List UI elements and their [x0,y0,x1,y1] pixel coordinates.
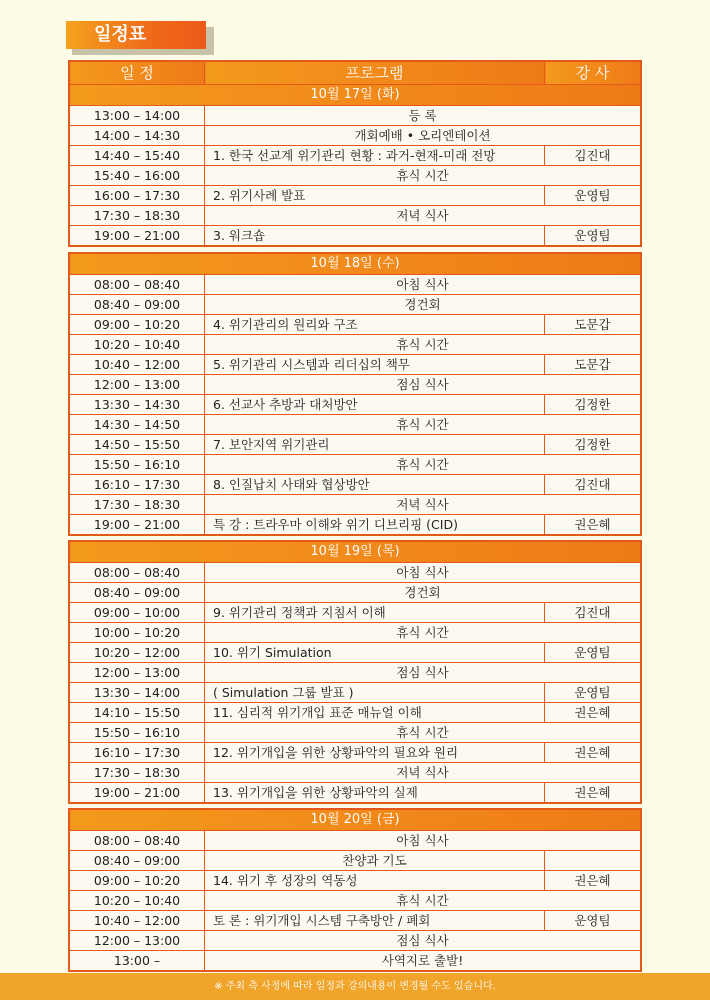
table-row [70,763,641,783]
time-cell: 13:00 – 14:00 [70,106,205,126]
table-row [70,395,641,415]
schedule-table [69,253,641,535]
time-cell: 10:40 – 12:00 [70,355,205,375]
speaker-cell: 권은혜 [544,783,640,803]
table-row [70,951,641,971]
time-cell: 16:10 – 17:30 [70,475,205,495]
speaker-cell: 도문갑 [544,315,640,335]
program-cell: 12. 위기개입을 위한 상황파악의 필요와 원리 [205,743,545,763]
table-row [70,475,641,495]
time-cell: 12:00 – 13:00 [70,931,205,951]
program-cell: 9. 위기관리 정책과 지침서 이해 [205,603,545,623]
program-cell: 아침 식사 [205,275,641,295]
day-label: 10월 18일 (수) [70,254,641,275]
time-cell: 10:40 – 12:00 [70,911,205,931]
time-cell: 12:00 – 13:00 [70,663,205,683]
speaker-cell: 운영팀 [544,911,640,931]
day-label: 10월 20일 (금) [70,810,641,831]
schedule-table [69,61,641,246]
table-row [70,831,641,851]
speaker-cell: 운영팀 [545,226,641,246]
table-row [70,455,641,475]
time-cell: 08:40 – 09:00 [70,851,205,871]
table-row [70,583,641,603]
time-cell: 17:30 – 18:30 [70,495,205,515]
table-row [70,851,641,871]
speaker-cell: 권은혜 [544,871,640,891]
day-label: 10월 17일 (화) [70,85,641,106]
table-row [70,226,641,246]
table-row [70,703,641,723]
table-row [70,495,641,515]
speaker-cell: 운영팀 [545,186,641,206]
day-section [68,252,642,536]
speaker-cell: 운영팀 [544,683,640,703]
time-cell: 19:00 – 21:00 [70,515,205,535]
program-cell: 11. 심리적 위기개입 표준 매뉴얼 이해 [205,703,545,723]
table-row [70,931,641,951]
program-cell: 6. 선교사 추방과 대처방안 [205,395,545,415]
table-row [70,911,641,931]
table-header [70,62,641,85]
program-cell: 개회예배 • 오리엔테이션 [205,126,641,146]
time-cell: 17:30 – 18:30 [70,206,205,226]
program-cell: 5. 위기관리 시스템과 리더십의 책무 [205,355,545,375]
speaker-cell: 김정한 [544,435,640,455]
table-row [70,295,641,315]
time-cell: 10:20 – 12:00 [70,643,205,663]
header-time: 일 정 [70,62,205,85]
table-row [70,623,641,643]
time-cell: 16:00 – 17:30 [70,186,205,206]
table-row [70,166,641,186]
time-cell: 19:00 – 21:00 [70,226,205,246]
program-cell: 저녁 식사 [205,206,641,226]
speaker-cell: 권은혜 [544,703,640,723]
speaker-cell: 김정한 [544,395,640,415]
table-row [70,186,641,206]
speaker-cell: 권은혜 [544,743,640,763]
time-cell: 10:00 – 10:20 [70,623,205,643]
day-section [68,540,642,804]
page-title: 일정표 [66,21,206,49]
time-cell: 09:00 – 10:20 [70,315,205,335]
table-row [70,515,641,535]
table-row [70,315,641,335]
program-cell: 저녁 식사 [205,495,641,515]
time-cell: 17:30 – 18:30 [70,763,205,783]
time-cell: 10:20 – 10:40 [70,335,205,355]
table-row [70,335,641,355]
program-cell: 찬양과 기도 [205,851,545,871]
time-cell: 08:40 – 09:00 [70,295,205,315]
table-row [70,743,641,763]
program-cell: 점심 식사 [205,375,641,395]
program-cell: 아침 식사 [205,831,641,851]
program-cell: 토 론 : 위기개입 시스템 구축방안 / 폐회 [205,911,545,931]
table-row [70,126,641,146]
schedule-table [69,541,641,803]
time-cell: 13:30 – 14:00 [70,683,205,703]
table-row [70,275,641,295]
program-cell: 아침 식사 [205,563,641,583]
program-cell: 1. 한국 선교계 위기관리 현황 : 과거-현재-미래 전망 [205,146,545,166]
program-cell: 8. 인질납치 사태와 협상방안 [205,475,545,495]
speaker-cell: 김진대 [544,603,640,623]
table-row [70,603,641,623]
program-cell: 등 록 [205,106,641,126]
table-row [70,355,641,375]
time-cell: 14:00 – 14:30 [70,126,205,146]
speaker-cell [544,851,640,871]
speaker-cell: 김진대 [544,475,640,495]
time-cell: 14:30 – 14:50 [70,415,205,435]
table-row [70,643,641,663]
time-cell: 14:50 – 15:50 [70,435,205,455]
speaker-cell: 김진대 [545,146,641,166]
program-cell: 2. 위기사례 발표 [205,186,545,206]
time-cell: 19:00 – 21:00 [70,783,205,803]
program-cell: 휴식 시간 [205,415,641,435]
program-cell: 휴식 시간 [205,335,641,355]
time-cell: 08:00 – 08:40 [70,275,205,295]
program-cell: 경건회 [205,295,641,315]
time-cell: 16:10 – 17:30 [70,743,205,763]
day-section [68,808,642,972]
schedule-table [69,809,641,971]
program-cell: 4. 위기관리의 원리와 구조 [205,315,545,335]
time-cell: 09:00 – 10:20 [70,871,205,891]
footer-note: ※ 주최 측 사정에 따라 일정과 강의내용이 변경될 수도 있습니다. [0,973,710,1000]
table-row [70,375,641,395]
program-cell: 13. 위기개입을 위한 상황파악의 실제 [205,783,545,803]
time-cell: 09:00 – 10:00 [70,603,205,623]
time-cell: 08:00 – 08:40 [70,831,205,851]
time-cell: 13:30 – 14:30 [70,395,205,415]
program-cell: 10. 위기 Simulation [205,643,545,663]
program-cell: 저녁 식사 [205,763,641,783]
time-cell: 15:40 – 16:00 [70,166,205,186]
header-speaker: 강 사 [545,62,641,85]
time-cell: 13:00 – [70,951,205,971]
program-cell: 특 강 : 트라우마 이해와 위기 디브리핑 (CID) [205,515,545,535]
table-row [70,415,641,435]
program-cell: ( Simulation 그룹 발표 ) [205,683,545,703]
table-row [70,435,641,455]
program-cell: 점심 식사 [205,663,641,683]
program-cell: 3. 워크숍 [205,226,545,246]
program-cell: 휴식 시간 [205,166,641,186]
speaker-cell: 도문갑 [544,355,640,375]
program-cell: 14. 위기 후 성장의 역동성 [205,871,545,891]
table-row [70,723,641,743]
program-cell: 7. 보안지역 위기관리 [205,435,545,455]
program-cell: 사역지로 출발! [205,951,641,971]
header-program: 프로그램 [205,62,545,85]
table-row [70,146,641,166]
time-cell: 10:20 – 10:40 [70,891,205,911]
table-row [70,871,641,891]
time-cell: 08:00 – 08:40 [70,563,205,583]
table-row [70,683,641,703]
time-cell: 15:50 – 16:10 [70,455,205,475]
time-cell: 12:00 – 13:00 [70,375,205,395]
program-cell: 점심 식사 [205,931,641,951]
program-cell: 경건회 [205,583,641,603]
speaker-cell: 운영팀 [544,643,640,663]
table-row [70,783,641,803]
time-cell: 08:40 – 09:00 [70,583,205,603]
table-row [70,663,641,683]
title-badge [66,21,212,51]
day-label: 10월 19일 (목) [70,542,641,563]
time-cell: 14:40 – 15:40 [70,146,205,166]
table-row [70,106,641,126]
table-row [70,563,641,583]
program-cell: 휴식 시간 [205,723,641,743]
program-cell: 휴식 시간 [205,623,641,643]
table-row [70,206,641,226]
day-section [68,60,642,247]
time-cell: 15:50 – 16:10 [70,723,205,743]
time-cell: 14:10 – 15:50 [70,703,205,723]
table-row [70,891,641,911]
program-cell: 휴식 시간 [205,891,641,911]
speaker-cell: 권은혜 [544,515,640,535]
program-cell: 휴식 시간 [205,455,641,475]
